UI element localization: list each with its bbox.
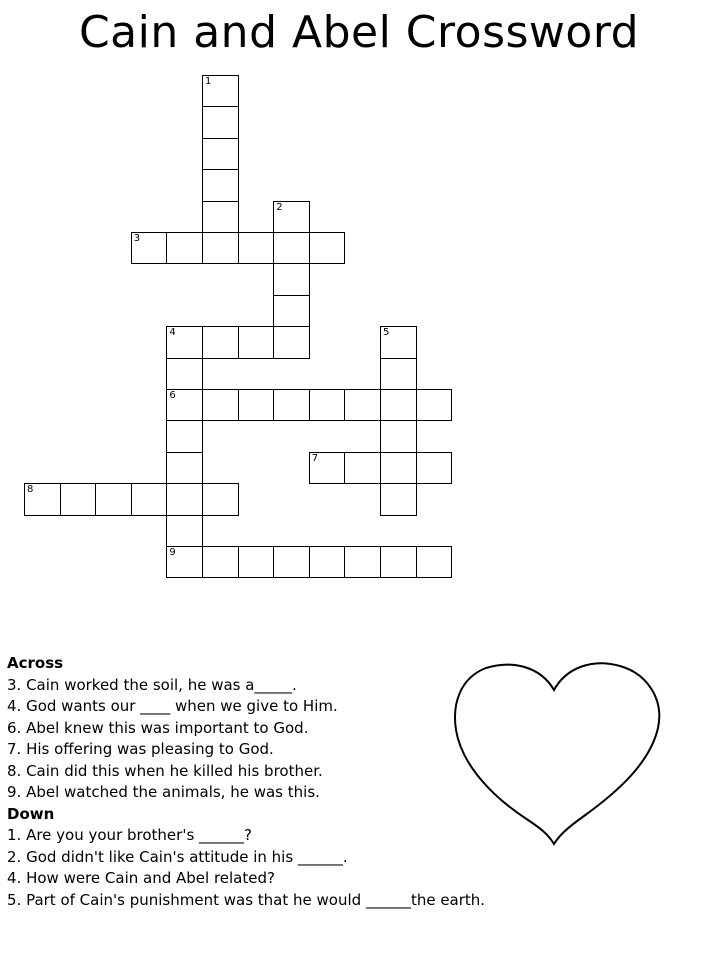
clue-number: 4 [169, 327, 176, 339]
crossword-cell[interactable] [202, 75, 239, 107]
crossword-cell[interactable] [309, 546, 346, 578]
crossword-cell[interactable] [166, 326, 203, 358]
down-header: Down [7, 804, 55, 823]
crossword-cell[interactable] [166, 232, 203, 264]
crossword-cell[interactable] [202, 546, 239, 578]
crossword-cell[interactable] [202, 138, 239, 170]
down-clue-4: 4. How were Cain and Abel related? [7, 869, 275, 887]
across-clue-7: 7. His offering was pleasing to God. [7, 740, 274, 758]
clue-number: 9 [169, 547, 176, 558]
crossword-cell[interactable] [166, 483, 203, 515]
crossword-cell[interactable] [238, 546, 275, 578]
across-clue-4: 4. God wants our ____ when we give to Him. [7, 697, 338, 715]
crossword-cell[interactable] [95, 483, 132, 515]
across-header: Across [7, 654, 64, 672]
crossword-cell[interactable] [273, 389, 310, 421]
crossword-cell[interactable] [344, 546, 381, 578]
crossword-cell[interactable] [344, 452, 381, 484]
crossword-cell[interactable] [344, 389, 381, 421]
heart-icon [448, 658, 666, 848]
crossword-cell[interactable] [309, 232, 346, 264]
crossword-cell[interactable] [273, 326, 310, 358]
crossword-cell[interactable] [238, 232, 275, 264]
crossword-cell[interactable] [166, 515, 203, 547]
crossword-cell[interactable] [380, 326, 417, 358]
crossword-cell[interactable] [273, 232, 310, 264]
page-title: Cain and Abel Crossword [78, 7, 640, 58]
crossword-cell[interactable] [380, 420, 417, 452]
crossword-cell[interactable] [202, 201, 239, 233]
across-clue-9: 9. Abel watched the animals, he was this. [7, 783, 320, 801]
crossword-cell[interactable] [273, 295, 310, 327]
across-clue-6: 6. Abel knew this was important to God. [7, 718, 309, 737]
crossword-cell[interactable] [202, 389, 239, 421]
crossword-cell[interactable] [380, 483, 417, 515]
crossword-cell[interactable] [416, 389, 453, 421]
across-clue-8: 8. Cain did this when he killed his brother. [7, 761, 323, 780]
clue-number: 5 [383, 327, 390, 339]
crossword-cell[interactable] [131, 232, 168, 264]
crossword-cell[interactable] [24, 483, 61, 515]
crossword-cell[interactable] [166, 546, 203, 578]
crossword-cell[interactable] [202, 169, 239, 201]
crossword-cell[interactable] [416, 546, 453, 578]
crossword-cell[interactable] [166, 452, 203, 484]
across-clue-3: 3. Cain worked the soil, he was a_____. [7, 675, 297, 694]
crossword-cell[interactable] [202, 232, 239, 264]
clue-number: 8 [27, 484, 34, 496]
crossword-cell[interactable] [309, 452, 346, 484]
crossword-cell[interactable] [380, 452, 417, 484]
crossword-cell[interactable] [273, 546, 310, 578]
crossword-cell[interactable] [380, 546, 417, 578]
crossword-cell[interactable] [166, 358, 203, 390]
crossword-cell[interactable] [238, 326, 275, 358]
clue-number: 3 [133, 233, 141, 244]
down-clue-2: 2. God didn't like Cain's attitude in his ______. [7, 847, 348, 866]
crossword-cell[interactable] [131, 483, 168, 515]
crossword-cell[interactable] [202, 106, 239, 138]
down-clue-1: 1. Are you your brother's ______? [7, 826, 252, 844]
crossword-cell[interactable] [380, 389, 417, 421]
crossword-cell[interactable] [202, 326, 239, 358]
crossword-cell[interactable] [166, 420, 203, 452]
crossword-cell[interactable] [202, 483, 239, 515]
crossword-cell[interactable] [166, 389, 203, 421]
crossword-cell[interactable] [273, 201, 310, 233]
crossword-cell[interactable] [309, 389, 346, 421]
crossword-cell[interactable] [60, 483, 97, 515]
crossword-cell[interactable] [380, 358, 417, 390]
crossword-cell[interactable] [416, 452, 453, 484]
clue-number: 1 [205, 76, 212, 87]
clue-number: 7 [311, 452, 319, 464]
crossword-cell[interactable] [238, 389, 275, 421]
clue-number: 2 [276, 201, 283, 213]
crossword-cell[interactable] [273, 263, 310, 295]
clue-number: 6 [169, 390, 176, 401]
down-clue-5: 5. Part of Cain's punishment was that he would ______the earth. [7, 890, 486, 909]
